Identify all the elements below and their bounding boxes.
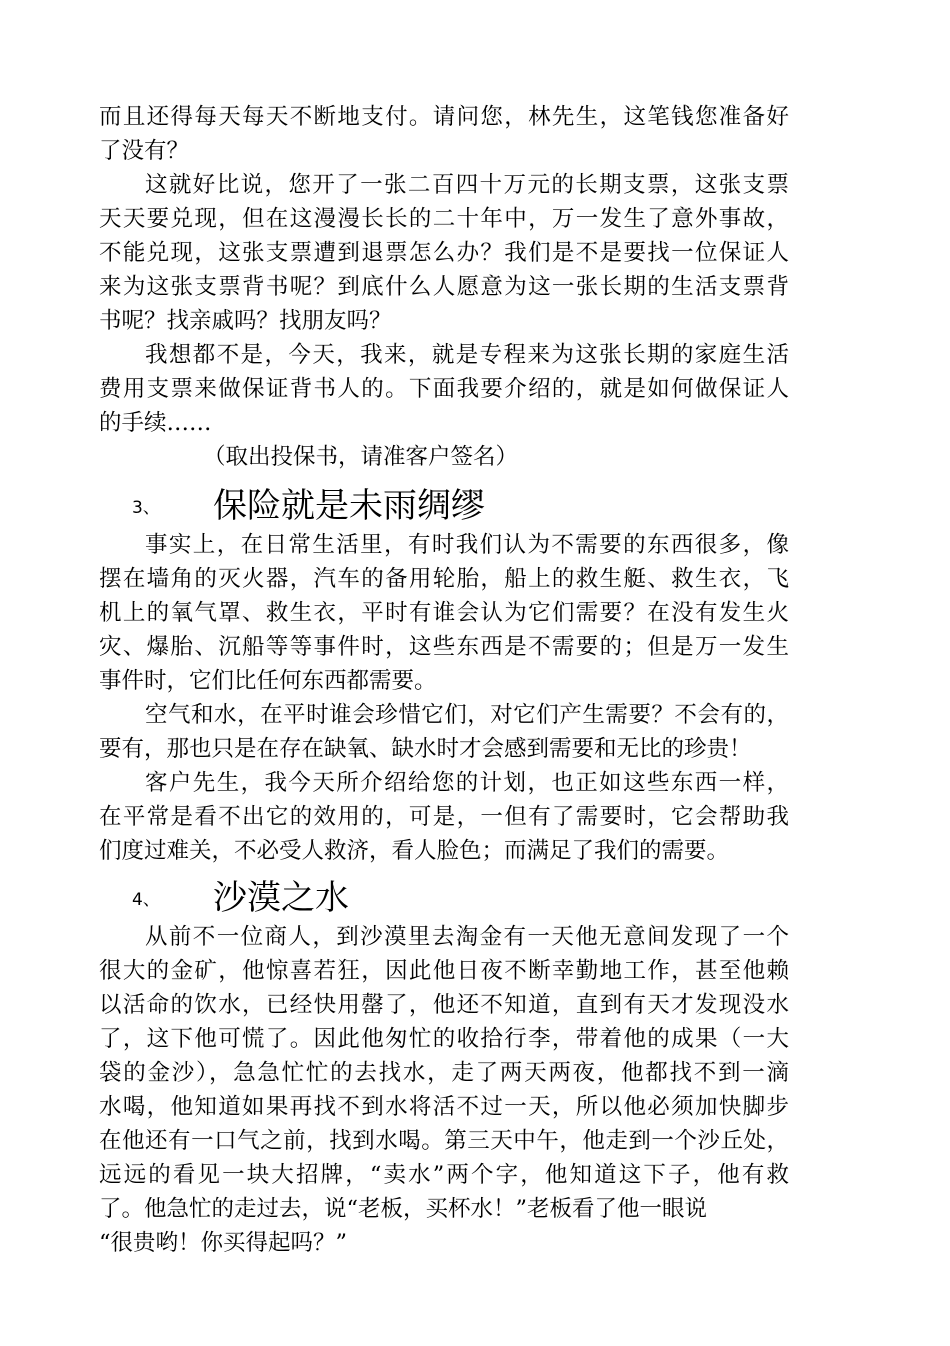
section-heading [99, 482, 789, 530]
section-heading [99, 874, 789, 922]
text-line: 以活命的饮水，已经快用罄了，他还不知道，直到有天才发现没水 [99, 992, 789, 1018]
section [99, 874, 789, 1260]
text-line: 而且还得每天每天不断地支付。请问您，林先生，这笔钱您准备好 [99, 104, 789, 130]
text-line: 书呢？找亲戚吗？找朋友吗？ [99, 308, 392, 334]
section-number: 3、 [132, 498, 160, 518]
text-line: 远远的看见一块大招牌，“卖水”两个字，他知道这下子，他有救 [99, 1162, 789, 1188]
text-line: 的手续…… [99, 410, 212, 436]
stage-direction-note: （取出投保书，请准客户签名） [203, 444, 519, 470]
paragraph [99, 528, 789, 698]
text-line: 袋的金沙），急急忙忙的去找水，走了两天两夜，他都找不到一滴 [99, 1060, 789, 1086]
text-line: 从前不一位商人，到沙漠里去淘金有一天他无意间发现了一个 [145, 924, 789, 950]
text-line: 我想都不是，今天，我来，就是专程来为这张长期的家庭生活 [145, 342, 789, 368]
text-line: 这就好比说，您开了一张二百四十万元的长期支票，这张支票 [145, 172, 789, 198]
text-line: 水喝，他知道如果再找不到水将活不过一天，所以他必须加快脚步 [99, 1094, 789, 1120]
text-line: 事实上，在日常生活里，有时我们认为不需要的东西很多，像 [145, 532, 789, 558]
text-line: “很贵哟！你买得起吗？” [99, 1230, 348, 1256]
text-line: 了。他急忙的走过去，说“老板，买杯水！”老板看了他一眼说 [99, 1196, 708, 1222]
text-line: 在他还有一口气之前，找到水喝。第三天中午，他走到一个沙丘处， [99, 1128, 789, 1154]
section-title: 沙漠之水 [213, 878, 349, 918]
text-line: 们度过难关，不必受人救济，看人脸色；而满足了我们的需要。 [99, 838, 730, 864]
text-line: 不能兑现，这张支票遭到退票怎么办？我们是不是要找一位保证人 [99, 240, 789, 266]
text-line: 客户先生，我今天所介绍给您的计划，也正如这些东西一样， [145, 770, 789, 796]
text-line: 天天要兑现，但在这漫漫长长的二十年中，万一发生了意外事故， [99, 206, 789, 232]
text-line: 空气和水，在平时谁会珍惜它们，对它们产生需要？不会有的， [145, 702, 789, 728]
text-line: 要有，那也只是在存在缺氧、缺水时才会感到需要和无比的珍贵！ [99, 736, 752, 762]
text-line: 了，这下他可慌了。因此他匆忙的收拾行李，带着他的成果（一大 [99, 1026, 789, 1052]
document-page [99, 100, 789, 1260]
text-line: 费用支票来做保证背书人的。下面我要介绍的，就是如何做保证人 [99, 376, 789, 402]
paragraph [99, 100, 789, 168]
section-number: 4、 [132, 890, 160, 910]
paragraph [99, 168, 789, 338]
paragraph [99, 338, 789, 440]
paragraph [99, 698, 789, 766]
paragraph [99, 920, 789, 1260]
section-title: 保险就是未雨绸缪 [213, 486, 485, 526]
text-line: 来为这张支票背书呢？到底什么人愿意为这一张长期的生活支票背 [99, 274, 789, 300]
paragraph [99, 766, 789, 868]
text-line: 灾、爆胎、沉船等等事件时，这些东西是不需要的；但是万一发生 [99, 634, 789, 660]
text-line: 事件时，它们比任何东西都需要。 [99, 668, 437, 694]
text-line: 机上的氧气罩、救生衣，平时有谁会认为它们需要？在没有发生火 [99, 600, 789, 626]
text-line: 了没有？ [99, 138, 190, 164]
text-line: 在平常是看不出它的效用的，可是，一但有了需要时，它会帮助我 [99, 804, 789, 830]
text-line: 摆在墙角的灭火器，汽车的备用轮胎，船上的救生艇、救生衣，飞 [99, 566, 789, 592]
section [99, 482, 789, 868]
text-line: 很大的金矿，他惊喜若狂，因此他日夜不断幸勤地工作，甚至他赖 [99, 958, 789, 984]
